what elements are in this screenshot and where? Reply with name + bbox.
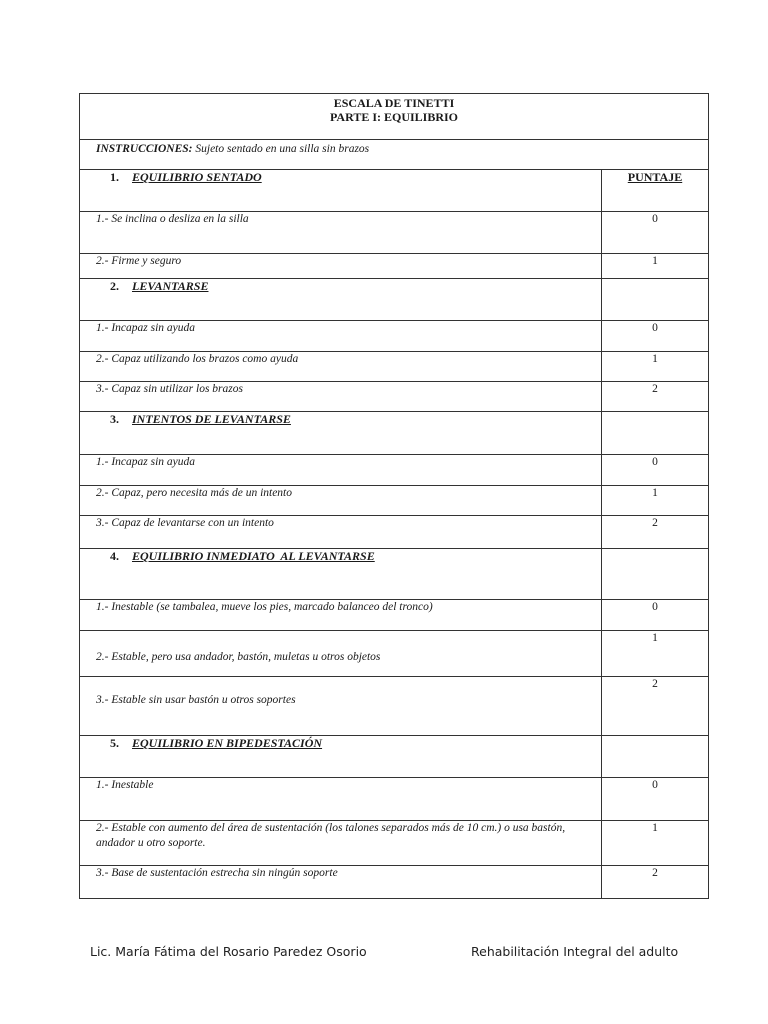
document-title: ESCALA DE TINETTI <box>333 96 455 110</box>
item-score: 1 <box>601 821 708 866</box>
section-title: EQUILIBRIO INMEDIATO AL LEVANTARSE <box>132 549 375 563</box>
item-text: 1.- Se inclina o desliza en la silla <box>80 212 602 254</box>
table-row <box>80 677 709 736</box>
instructions-label: INSTRUCCIONES: <box>96 143 193 155</box>
section-title: LEVANTARSE <box>132 279 209 293</box>
footer-course: Rehabilitación Integral del adulto <box>471 944 679 959</box>
item-score: 0 <box>601 600 708 631</box>
item-text: 2.- Capaz utilizando los brazos como ayuda <box>80 352 602 382</box>
table-row <box>80 516 709 549</box>
section-number: 3. <box>110 412 119 426</box>
table-row <box>80 254 709 279</box>
item-score: 0 <box>601 212 708 254</box>
section-number: 2. <box>110 279 119 293</box>
document-subtitle: PARTE I: EQUILIBRIO <box>329 110 459 124</box>
item-text: 3.- Capaz sin utilizar los brazos <box>80 382 602 412</box>
section-number: 1. <box>110 170 119 184</box>
item-text: 1.- Incapaz sin ayuda <box>80 321 602 352</box>
item-score: 2 <box>601 866 708 899</box>
item-score: 1 <box>601 631 708 677</box>
item-text: 2.- Estable, pero usa andador, bastón, muletas u otros objetos <box>80 631 602 677</box>
item-score: 2 <box>601 677 708 736</box>
item-score: 2 <box>601 382 708 412</box>
table-row <box>80 486 709 516</box>
tinetti-table <box>79 93 709 899</box>
section-heading <box>80 412 602 455</box>
item-text: 3.- Capaz de levantarse con un intento <box>80 516 602 549</box>
section-row <box>80 736 709 778</box>
empty-score-cell <box>601 549 708 600</box>
item-text: 3.- Base de sustentación estrecha sin ningún soporte <box>80 866 602 899</box>
section-title: EQUILIBRIO EN BIPEDESTACIÓN <box>132 736 323 750</box>
title-row <box>80 94 709 140</box>
section-row <box>80 549 709 600</box>
section-heading <box>80 736 602 778</box>
item-text: 1.- Inestable <box>80 778 602 821</box>
empty-score-cell <box>601 412 708 455</box>
item-score: 1 <box>601 486 708 516</box>
item-score: 0 <box>601 321 708 352</box>
instructions-text: Sujeto sentado en una silla sin brazos <box>195 143 370 155</box>
section-row <box>80 170 709 212</box>
table-row <box>80 600 709 631</box>
item-score: 0 <box>601 455 708 486</box>
score-header: PUNTAJE <box>601 170 708 212</box>
section-heading <box>80 170 602 212</box>
item-score: 1 <box>601 254 708 279</box>
item-text: 2.- Firme y seguro <box>80 254 602 279</box>
item-text: 2.- Estable con aumento del área de sustentación (los talones separados más de 10 cm.) o usa bastón, andador u otro soporte. <box>80 821 602 866</box>
table-row <box>80 212 709 254</box>
instructions-cell <box>80 140 709 170</box>
section-row <box>80 279 709 321</box>
section-number: 4. <box>110 549 119 563</box>
section-heading <box>80 549 602 600</box>
footer-author: Lic. María Fátima del Rosario Paredez Osorio <box>90 944 367 959</box>
item-score: 0 <box>601 778 708 821</box>
item-text: 3.- Estable sin usar bastón u otros soportes <box>80 677 602 736</box>
section-title: INTENTOS DE LEVANTARSE <box>132 412 291 426</box>
table-row <box>80 631 709 677</box>
item-score: 2 <box>601 516 708 549</box>
table-row <box>80 455 709 486</box>
table-row <box>80 382 709 412</box>
table-row <box>80 821 709 866</box>
empty-score-cell <box>601 736 708 778</box>
table-row <box>80 352 709 382</box>
table-row <box>80 321 709 352</box>
table-row <box>80 778 709 821</box>
section-number: 5. <box>110 736 119 750</box>
item-text: 1.- Incapaz sin ayuda <box>80 455 602 486</box>
instructions-row <box>80 140 709 170</box>
title-cell <box>80 94 709 140</box>
section-heading <box>80 279 602 321</box>
item-text: 1.- Inestable (se tambalea, mueve los pies, marcado balanceo del tronco) <box>80 600 602 631</box>
section-title: EQUILIBRIO SENTADO <box>132 170 262 184</box>
table-row <box>80 866 709 899</box>
item-score: 1 <box>601 352 708 382</box>
empty-score-cell <box>601 279 708 321</box>
item-text: 2.- Capaz, pero necesita más de un intento <box>80 486 602 516</box>
section-row <box>80 412 709 455</box>
